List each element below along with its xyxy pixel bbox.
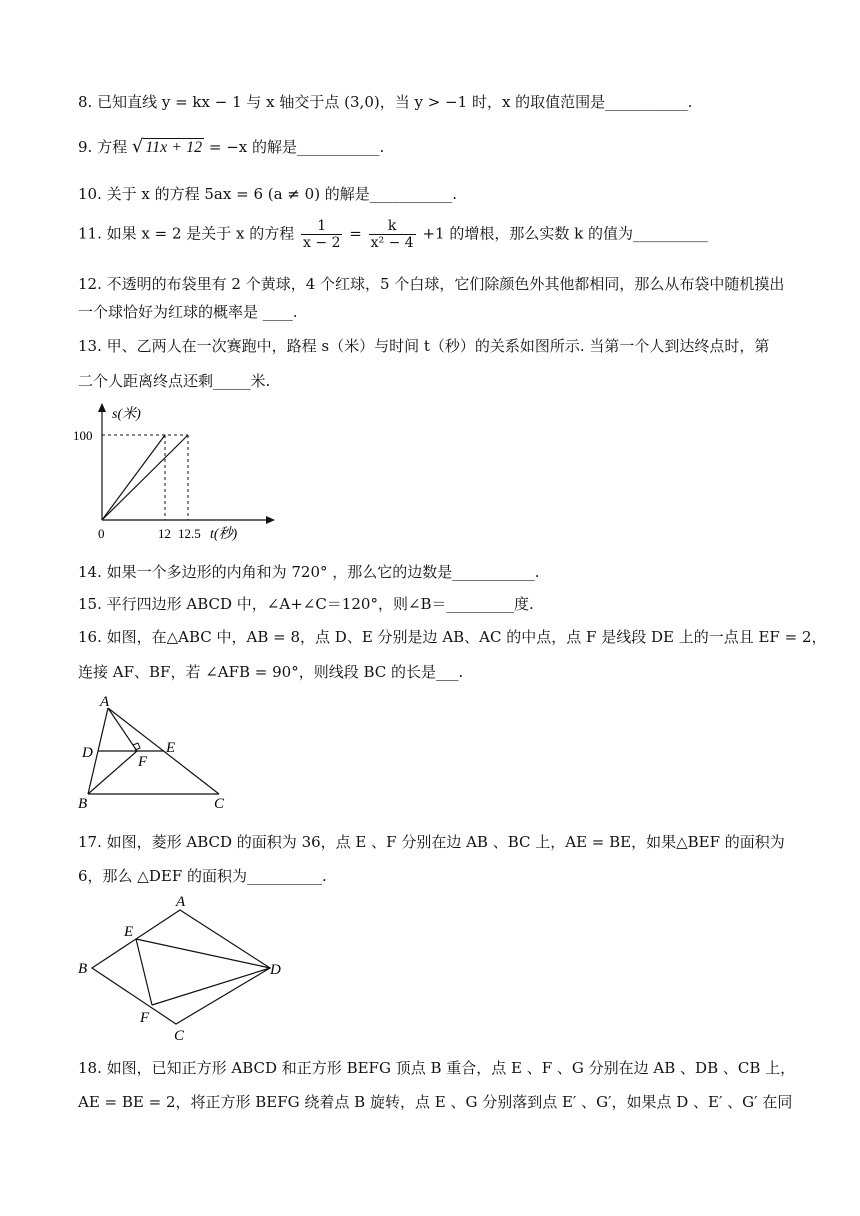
question-15: 15. 平行四边形 ABCD 中，∠A+∠C＝120°，则∠B＝_________度. bbox=[78, 595, 534, 613]
label-F: F bbox=[138, 754, 148, 770]
question-13-line-1: 13. 甲、乙两人在一次赛跑中，路程 s（米）与时间 t（秒）的关系如图所示. 当第一个人到达终点时，第 bbox=[78, 337, 770, 355]
runner-line-slow bbox=[102, 435, 188, 520]
label-D: D bbox=[270, 962, 281, 978]
label-D: D bbox=[82, 745, 93, 761]
origin-label: 0 bbox=[98, 526, 105, 541]
question-11 bbox=[78, 218, 708, 251]
figure-17-rhombus bbox=[74, 890, 294, 1046]
question-18-line-2: AE = BE = 2，将正方形 BEFG 绕着点 B 旋转，点 E 、G 分别落到点 E′ 、G′，如果点 D 、E′ 、G′ 在同 bbox=[78, 1093, 793, 1111]
x-tick-12-5: 12.5 bbox=[178, 526, 201, 541]
question-9-prefix: 9. 方程 bbox=[78, 138, 128, 156]
fraction-1-numerator: 1 bbox=[301, 218, 342, 235]
segment-FD bbox=[152, 968, 270, 1005]
question-16-line-1: 16. 如图，在△ABC 中，AB = 8，点 D、E 分别是边 AB、AC 的中点，点 F 是线段 DE 上的一点且 EF = 2， bbox=[78, 628, 827, 646]
label-F: F bbox=[140, 1010, 150, 1026]
label-B: B bbox=[78, 961, 88, 977]
question-11-prefix: 11. 如果 x = 2 是关于 x 的方程 bbox=[78, 224, 295, 243]
label-C: C bbox=[214, 796, 225, 812]
question-9 bbox=[78, 137, 384, 158]
label-E: E bbox=[124, 924, 134, 940]
question-9-radicand: 11x + 12 bbox=[145, 139, 203, 156]
x-tick-12: 12 bbox=[158, 526, 171, 541]
fraction-1-denominator: x − 2 bbox=[303, 235, 341, 251]
fraction-2-denominator: x² − 4 bbox=[370, 235, 414, 251]
question-12-line-2: 一个球恰好为红球的概率是 ____. bbox=[78, 303, 298, 321]
fraction-1 bbox=[301, 218, 342, 251]
label-A: A bbox=[176, 894, 186, 910]
question-9-suffix: = −x 的解是___________. bbox=[208, 138, 385, 156]
figure-13-graph bbox=[70, 400, 280, 550]
sqrt-symbol: √ bbox=[131, 136, 144, 157]
question-8: 8. 已知直线 y = kx − 1 与 x 轴交于点 (3,0)，当 y > −1 时，x 的取值范围是___________. bbox=[78, 93, 693, 111]
rhombus-ABCD bbox=[92, 910, 270, 1024]
question-16-line-2: 连接 AF、BF，若 ∠AFB = 90°，则线段 BC 的长是___. bbox=[78, 663, 464, 681]
x-axis-arrow bbox=[266, 516, 275, 524]
label-A: A bbox=[100, 694, 110, 710]
equals-sign: = bbox=[349, 224, 362, 243]
fraction-2-numerator: k bbox=[369, 218, 416, 235]
segment-BF bbox=[88, 751, 137, 794]
x-axis-label: t(秒) bbox=[210, 527, 238, 542]
question-18-line-1: 18. 如图，已知正方形 ABCD 和正方形 BEFG 顶点 B 重合，点 E 、F 、G 分别在边 AB 、DB 、CB 上， bbox=[78, 1059, 796, 1077]
label-E: E bbox=[166, 740, 176, 756]
question-10: 10. 关于 x 的方程 5ax = 6 (a ≠ 0) 的解是___________. bbox=[78, 185, 458, 203]
y-tick-100: 100 bbox=[73, 428, 93, 443]
question-17-line-2: 6，那么 △DEF 的面积为__________. bbox=[78, 867, 327, 885]
segment-ED bbox=[136, 939, 270, 968]
runner-line-fast bbox=[102, 435, 165, 520]
y-axis-label: s(米) bbox=[112, 407, 141, 422]
question-12-line-1: 12. 不透明的布袋里有 2 个黄球，4 个红球，5 个白球，它们除颜色外其他都相同，那么从布袋中随机摸出 bbox=[78, 275, 785, 293]
segment-AF bbox=[108, 708, 137, 751]
figure-16-triangle bbox=[74, 694, 244, 812]
segment-EF bbox=[136, 939, 152, 1005]
question-13-line-2: 二个人距离终点还剩_____米. bbox=[78, 372, 271, 390]
question-17-line-1: 17. 如图，菱形 ABCD 的面积为 36，点 E 、F 分别在边 AB 、BC 上，AE = BE，如果△BEF 的面积为 bbox=[78, 833, 785, 851]
fraction-2 bbox=[369, 218, 416, 251]
label-C: C bbox=[174, 1028, 185, 1044]
label-B: B bbox=[78, 796, 88, 812]
y-axis-arrow bbox=[98, 403, 106, 412]
question-14: 14. 如果一个多边形的内角和为 720° ，那么它的边数是___________. bbox=[78, 563, 540, 581]
question-11-suffix: +1 的增根，那么实数 k 的值为__________ bbox=[422, 224, 708, 243]
